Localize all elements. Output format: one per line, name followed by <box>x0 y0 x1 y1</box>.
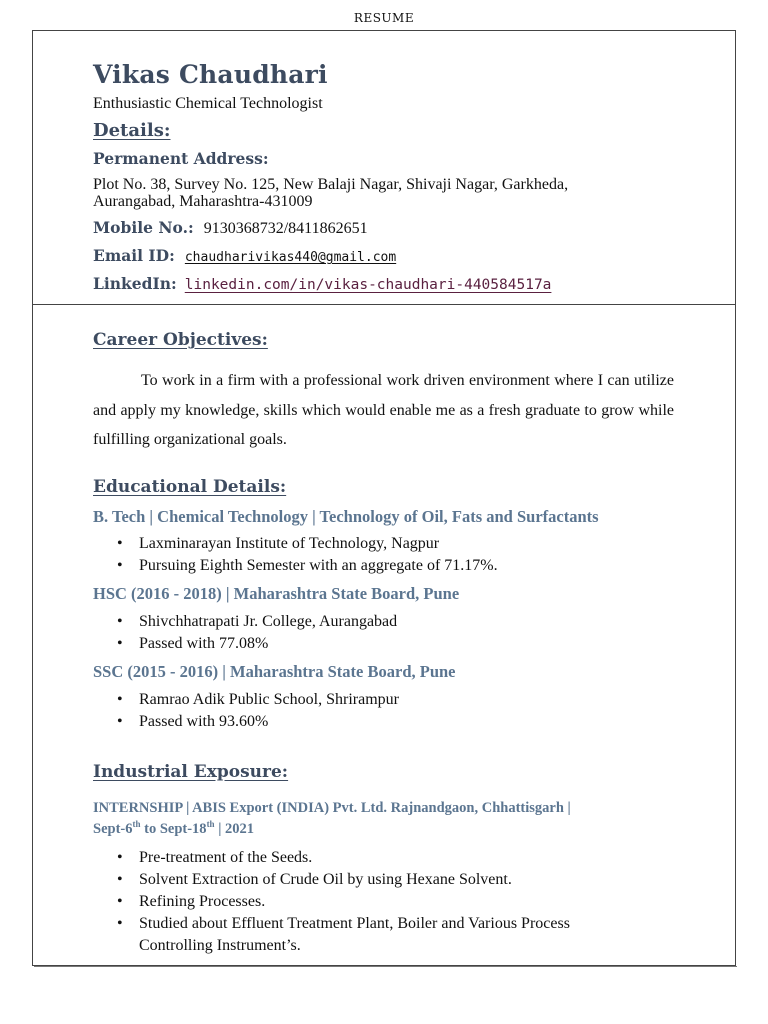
internship-title-line-2 <box>93 819 693 840</box>
address-line-2: Aurangabad, Maharashtra-431009 <box>93 193 313 210</box>
email-label: Email ID: <box>93 246 175 265</box>
list-item: • Pursuing Eighth Semester with an aggregate of 71.17%. <box>139 555 498 577</box>
list-item-line-2: Controlling Instrument’s. <box>139 937 301 954</box>
list-item-line-1: Studied about Effluent Treatment Plant, Boiler and Various Process <box>139 915 570 932</box>
ordinal-suffix: th <box>132 819 141 830</box>
education-list-ssc <box>93 689 399 733</box>
education-list-hsc <box>93 611 397 655</box>
internship-end: to Sept-18 <box>140 821 207 837</box>
email-row <box>93 246 396 266</box>
industrial-heading: Industrial Exposure: <box>93 762 289 782</box>
internship-list <box>93 847 699 957</box>
candidate-tagline: Enthusiastic Chemical Technologist <box>93 95 323 112</box>
section-divider <box>32 304 736 305</box>
career-heading: Career Objectives: <box>93 330 268 350</box>
mobile-row <box>93 218 368 238</box>
career-paragraph: To work in a firm with a professional work driven environment where I can utilize and apply my knowledge, skills which would enable me as a fresh graduate to grow while fulfilling organizational goals. <box>93 372 674 448</box>
internship-title-line-1: INTERNSHIP | ABIS Export (INDIA) Pvt. Ltd. Rajnandgaon, Chhattisgarh | <box>93 800 571 816</box>
ordinal-suffix: th <box>206 819 215 830</box>
internship-start: Sept-6 <box>93 821 133 837</box>
candidate-name: Vikas Chaudhari <box>93 60 328 89</box>
list-item: • Passed with 77.08% <box>139 633 397 655</box>
address-label: Permanent Address: <box>93 149 269 168</box>
details-heading: Details: <box>93 120 171 141</box>
address-line-1: Plot No. 38, Survey No. 125, New Balaji Nagar, Shivaji Nagar, Garkheda, <box>93 176 569 193</box>
internship-year: | 2021 <box>214 821 255 837</box>
internship-title <box>93 798 693 840</box>
list-item: • Ramrao Adik Public School, Shrirampur <box>139 689 399 711</box>
mobile-label: Mobile No.: <box>93 218 194 237</box>
list-item: • Shivchhatrapati Jr. College, Aurangabad <box>139 611 397 633</box>
list-item: • Passed with 93.60% <box>139 711 399 733</box>
education-title-hsc: HSC (2016 - 2018) | Maharashtra State Board, Pune <box>93 584 460 603</box>
education-heading: Educational Details: <box>93 477 287 497</box>
list-item: • Refining Processes. <box>139 891 699 913</box>
document-header: RESUME <box>353 11 415 25</box>
list-item: • Solvent Extraction of Crude Oil by using Hexane Solvent. <box>139 869 699 891</box>
linkedin-row <box>93 274 551 294</box>
list-item: • Pre-treatment of the Seeds. <box>139 847 699 869</box>
email-link[interactable]: chaudharivikas440@gmail.com <box>184 250 397 265</box>
mobile-value: 9130368732/8411862651 <box>203 220 368 237</box>
linkedin-label: LinkedIn: <box>93 274 177 293</box>
education-list-btech <box>93 533 498 577</box>
education-title-ssc: SSC (2015 - 2016) | Maharashtra State Board, Pune <box>93 662 456 681</box>
list-item: • Laxminarayan Institute of Technology, Nagpur <box>139 533 498 555</box>
education-title-btech: B. Tech | Chemical Technology | Technology of Oil, Fats and Surfactants <box>93 507 599 526</box>
frame-bottom-rule <box>34 966 737 967</box>
list-item <box>139 913 699 957</box>
linkedin-link[interactable]: linkedin.com/in/vikas-chaudhari-440584517a <box>184 277 552 293</box>
